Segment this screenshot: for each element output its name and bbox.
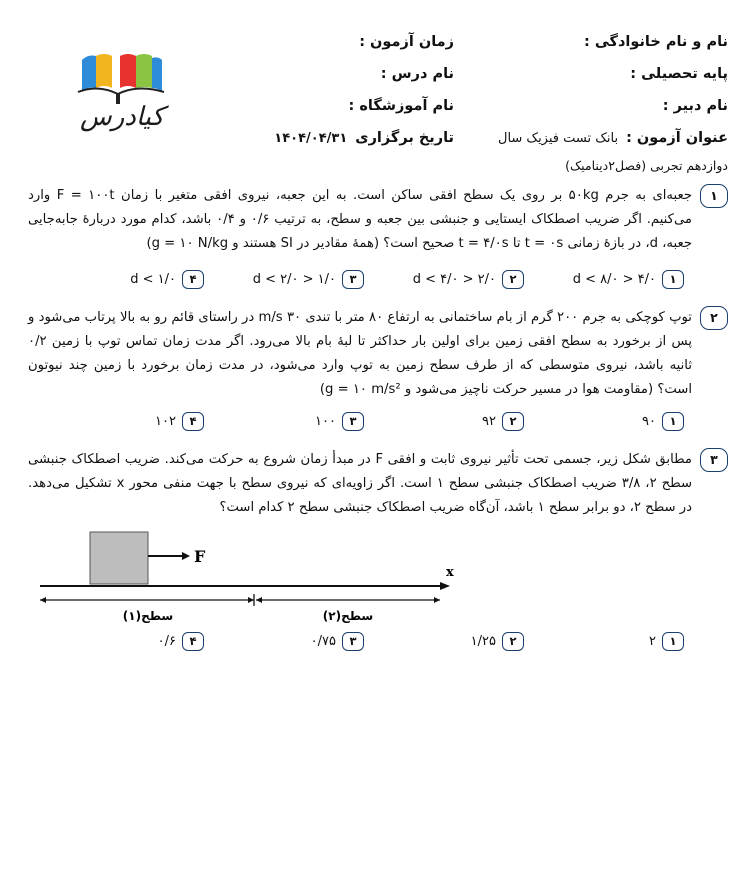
question-number: ۲ xyxy=(700,306,728,330)
option-number: ۲ xyxy=(502,412,524,431)
option-text: d < ۱/۰ xyxy=(130,272,176,287)
option-number: ۲ xyxy=(502,270,524,289)
option-2[interactable] xyxy=(413,270,524,289)
option-number: ۱ xyxy=(662,412,684,431)
question-1 xyxy=(28,184,728,256)
option-number: ۴ xyxy=(182,270,204,289)
option-text: ۰/۷۵ xyxy=(310,634,336,649)
option-number: ۳ xyxy=(342,270,364,289)
option-number: ۴ xyxy=(182,632,204,651)
option-number: ۱ xyxy=(662,270,684,289)
option-text: ۲/۰ < d < ۴/۰ xyxy=(412,272,496,287)
option-text: ۱/۲۵ xyxy=(470,634,496,649)
question-number: ۱ xyxy=(700,184,728,208)
option-1[interactable] xyxy=(649,632,684,651)
exam-title-label: عنوان آزمون : xyxy=(626,130,728,146)
lesson-label: نام درس : xyxy=(380,66,454,82)
school-label: نام آموزشگاه : xyxy=(348,98,454,114)
block xyxy=(90,532,148,584)
option-3[interactable] xyxy=(253,270,364,289)
question-3-options xyxy=(72,632,684,656)
option-4[interactable] xyxy=(155,412,204,431)
exam-date xyxy=(274,130,454,146)
force-label: F xyxy=(194,547,206,566)
option-1[interactable] xyxy=(642,412,684,431)
option-number: ۱ xyxy=(662,632,684,651)
surface-2-label: سطح(۲) xyxy=(322,609,374,623)
option-1[interactable] xyxy=(573,270,684,289)
option-3[interactable] xyxy=(315,412,364,431)
question-2 xyxy=(28,306,728,402)
option-text: ۹۰ xyxy=(642,414,656,429)
question-text: جعبه‌ای به جرم ۵۰kg بر روی یک سطح افقی ساکن است. به این جعبه، نیروی افقی متغیر با زمان F = ۱۰۰t وارد می‌کنیم. اگر ضریب اصطکاک ایستایی و جنبشی بین جعبه و سطح، به ترتیب ۰/۶ و ۰/۴ باشد، کدام مورد دربارهٔ جابه‌جایی جعبه، d، در بازهٔ زمانی t = ۰s تا t = ۴/۰s صحیح است؟ (همهٔ مقادیر در SI هستند و g = ۱۰ N/kg) xyxy=(28,188,692,251)
grade-label: پایه تحصیلی : xyxy=(630,66,728,82)
exam-title-value: بانک تست فیزیک سال xyxy=(498,131,619,146)
exam-time-label: زمان آزمون : xyxy=(359,34,454,50)
question-number: ۳ xyxy=(700,448,728,472)
exam-date-label: تاریخ برگزاری xyxy=(355,130,454,146)
exam-subtitle: دوازدهم تجربی (فصل۲دینامیک) xyxy=(565,158,728,173)
option-number: ۴ xyxy=(182,412,204,431)
surface-1-label: سطح(۱) xyxy=(122,609,174,623)
logo-text: کیادرس xyxy=(79,102,164,132)
option-2[interactable] xyxy=(471,632,524,651)
block-on-surfaces-diagram xyxy=(40,528,460,628)
option-text: ۴/۰ < d < ۸/۰ xyxy=(572,272,656,287)
option-text: ۱/۰ < d < ۲/۰ xyxy=(252,272,336,287)
exam-date-value: ۱۴۰۴/۰۴/۳۱ xyxy=(274,131,348,146)
motion-figure xyxy=(40,528,460,628)
option-text: ۱۰۰ xyxy=(315,414,336,429)
option-2[interactable] xyxy=(482,412,524,431)
teacher-label: نام دبیر : xyxy=(662,98,728,114)
exam-title xyxy=(498,130,728,146)
kiadars-logo xyxy=(74,48,168,140)
option-number: ۲ xyxy=(502,632,524,651)
option-text: ۹۲ xyxy=(482,414,496,429)
option-number: ۳ xyxy=(342,412,364,431)
question-3 xyxy=(28,448,728,520)
option-4[interactable] xyxy=(158,632,204,651)
question-text: مطابق شکل زیر، جسمی تحت تأثیر نیروی ثابت و افقی F در مبدأ زمان شروع به حرکت می‌کند. ضریب اصطکاک جنبشی سطح ۲، ۳/۸ ضریب اصطکاک جنبشی سطح ۱ است. اگر زاویه‌ای که نیروی سطح با جهت منفی محور x تشکیل می‌دهد. در سطح ۲، دو برابر سطح ۱ باشد، آن‌گاه ضریب اصطکاک جنبشی سطح ۲ کدام است؟ xyxy=(28,452,692,515)
option-text: ۱۰۲ xyxy=(155,414,176,429)
question-2-options xyxy=(72,412,684,436)
option-text: ۰/۶ xyxy=(157,634,176,649)
option-4[interactable] xyxy=(130,270,204,289)
question-1-options xyxy=(72,270,684,294)
option-3[interactable] xyxy=(311,632,364,651)
axis-label: x xyxy=(446,565,454,580)
student-name-label: نام و نام خانوادگی : xyxy=(584,34,728,50)
option-number: ۳ xyxy=(342,632,364,651)
option-text: ۲ xyxy=(649,634,656,649)
question-text: توپ کوچکی به جرم ۲۰۰ گرم از بام ساختمانی به ارتفاع ۸۰ متر با تندی ۳۰ m/s در راستای قائم رو به بالا پرتاب می‌شود و پس از برخورد به سطح افقی زمین برای اولین بار حداکثر تا لبهٔ بام بالا می‌رود. اگر مدت زمان تماس توپ با زمین ۰/۲ ثانیه باشد، نیروی متوسطی که از طرف سطح زمین به توپ وارد می‌شود، در مدت زمان برخورد با زمین چند نیوتون است؟ (مقاومت هوا در مسیر حرکت ناچیز می‌شود و g = ۱۰ m/s²) xyxy=(28,310,692,397)
